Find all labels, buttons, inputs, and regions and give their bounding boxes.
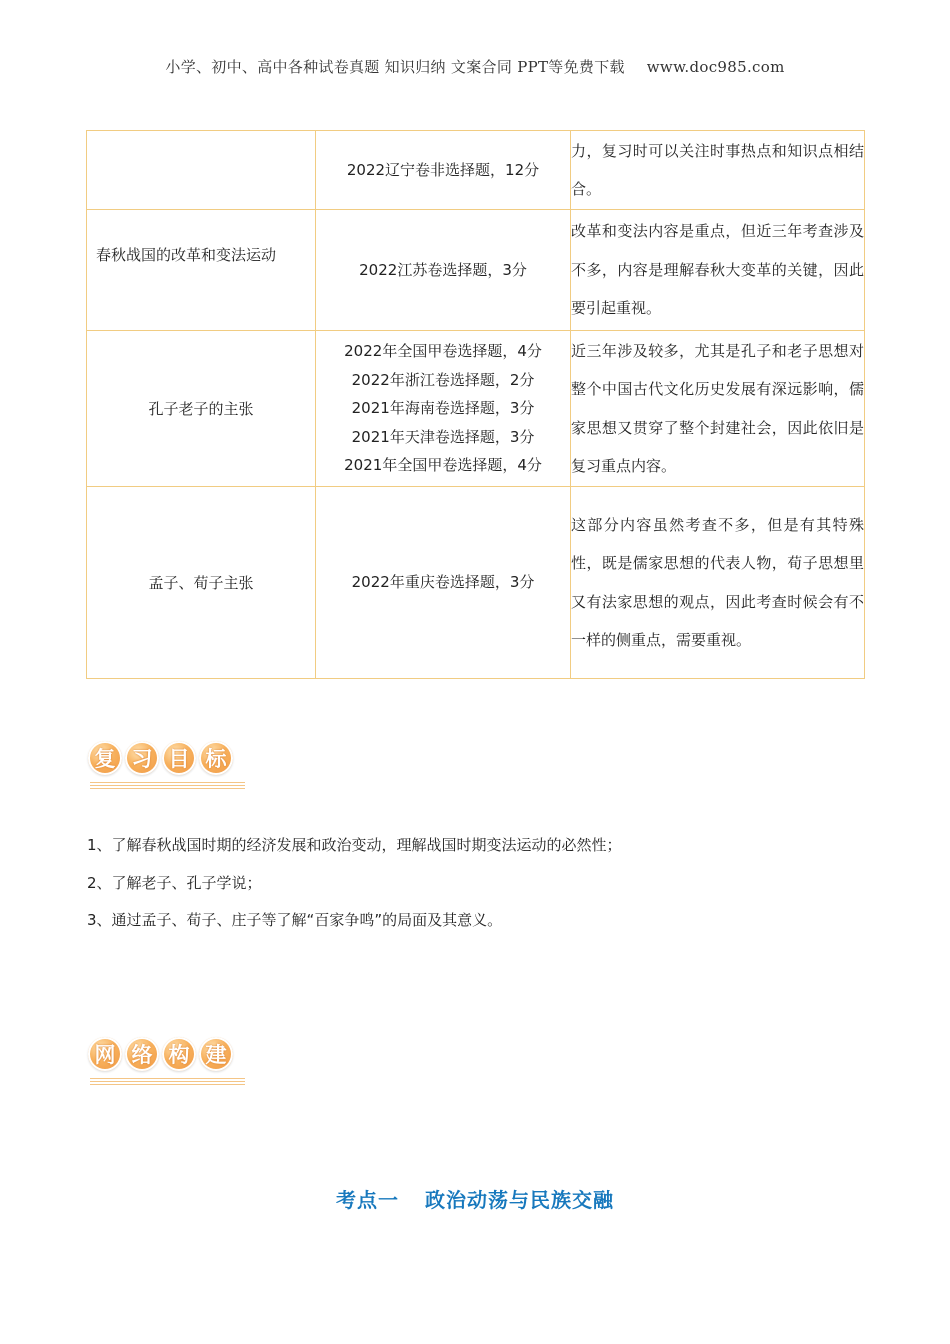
exam-item: 2021年全国甲卷选择题，4分 — [344, 456, 542, 475]
exams-cell — [316, 487, 571, 679]
badge-char: 构 — [162, 1037, 196, 1071]
badge-char: 习 — [125, 741, 159, 775]
badge-underline — [90, 782, 245, 791]
topic-cell: 孔子老子的主张 — [87, 331, 316, 487]
exam-item: 2022辽宁卷非选择题，12分 — [346, 160, 540, 179]
badge-char: 建 — [199, 1037, 233, 1071]
goal-item: 1、了解春秋战国时期的经济发展和政治变动，理解战国时期变法运动的必然性； — [87, 836, 622, 854]
header-site: www.doc985.com — [646, 58, 785, 76]
section-title-text: 政治动荡与民族交融 — [425, 1188, 614, 1212]
exam-item: 2022年全国甲卷选择题，4分 — [344, 342, 542, 361]
note-cell: 力，复习时可以关注时事热点和知识点相结合。 — [571, 131, 865, 210]
network-badge — [88, 1037, 233, 1071]
exam-analysis-table — [86, 130, 865, 679]
exams-cell — [316, 131, 571, 210]
table-row — [87, 131, 865, 210]
section-heading — [0, 1184, 950, 1213]
exam-item: 2022年重庆卷选择题，3分 — [351, 573, 535, 592]
section-label: 考点一 — [336, 1188, 399, 1212]
exam-item: 2021年海南卷选择题，3分 — [351, 399, 535, 418]
table-row — [87, 331, 865, 487]
badge-underline — [90, 1078, 245, 1087]
review-goals-badge — [88, 741, 233, 775]
badge-char: 标 — [199, 741, 233, 775]
goal-item: 2、了解老子、孔子学说； — [87, 873, 262, 892]
note-cell: 近三年涉及较多，尤其是孔子和老子思想对整个中国古代文化历史发展有深远影响，儒家思想又贯穿了整个封建社会，因此依旧是复习重点内容。 — [571, 331, 865, 487]
exam-item: 2022江苏卷选择题，3分 — [359, 260, 527, 279]
note-cell: 改革和变法内容是重点，但近三年考查涉及不多，内容是理解春秋大变革的关键，因此要引起重视。 — [571, 210, 865, 331]
badge-char: 目 — [162, 741, 196, 775]
table-row — [87, 210, 865, 331]
review-goals-list — [87, 835, 622, 948]
topic-cell: 春秋战国的改革和变法运动 — [87, 210, 316, 331]
table-row — [87, 487, 865, 679]
badge-char: 网 — [88, 1037, 122, 1071]
goal-item: 3、通过孟子、荀子、庄子等了解“百家争鸣”的局面及其意义。 — [87, 911, 503, 929]
page-header — [0, 56, 950, 77]
topic-cell: 孟子、荀子主张 — [87, 487, 316, 679]
header-text: 小学、初中、高中各种试卷真题 知识归纳 文案合同 PPT等免费下载 — [165, 58, 625, 76]
note-cell: 这部分内容虽然考查不多，但是有其特殊性，既是儒家思想的代表人物，荀子思想里又有法家思想的观点，因此考查时候会有不一样的侧重点，需要重视。 — [571, 487, 865, 679]
topic-cell — [87, 131, 316, 210]
badge-char: 络 — [125, 1037, 159, 1071]
exam-item: 2021年天津卷选择题，3分 — [351, 427, 535, 446]
exams-cell — [316, 210, 571, 331]
badge-char: 复 — [88, 741, 122, 775]
exams-cell — [316, 331, 571, 487]
exam-item: 2022年浙江卷选择题，2分 — [351, 370, 535, 389]
